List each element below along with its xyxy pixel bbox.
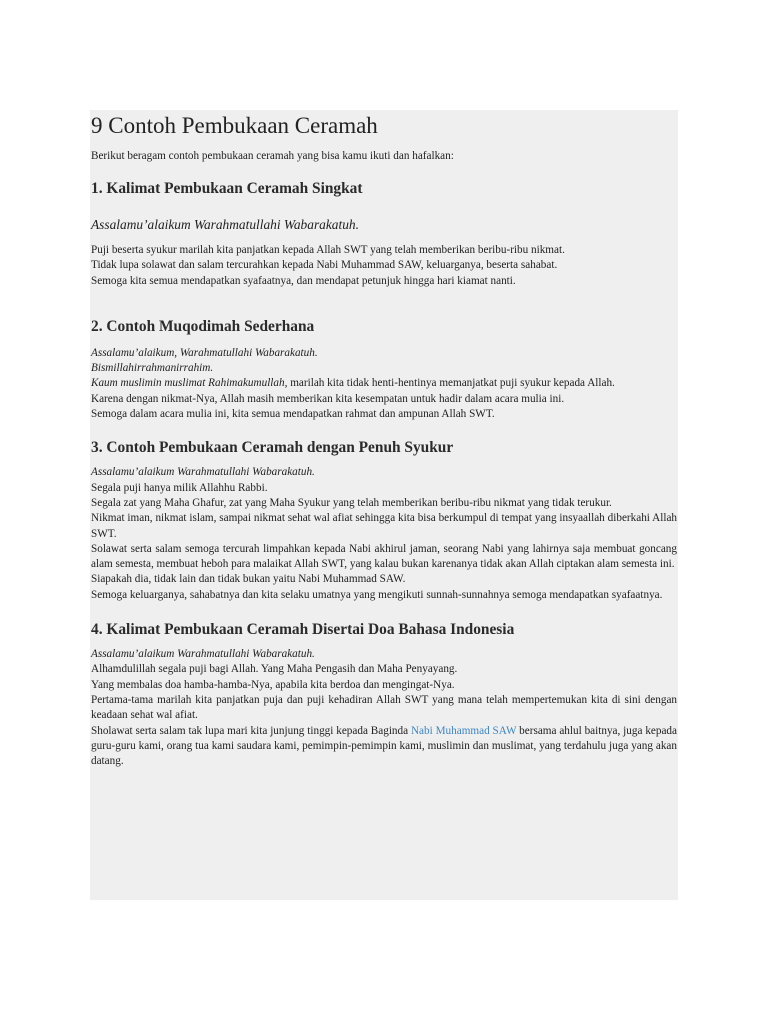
section-body [91, 647, 677, 769]
section-heading: 2. Contoh Muqodimah Sederhana [91, 317, 315, 335]
body-line: Nikmat iman, nikmat islam, sampai nikmat sehat wal afiat sehingga kita bisa berkumpul di tempat yang insyaallah diberkahi Allah SWT. [91, 512, 677, 540]
section-body [91, 243, 677, 289]
body-line: Yang membalas doa hamba-hamba-Nya, apabila kita berdoa dan mengingat-Nya. [91, 678, 455, 691]
intro-paragraph: Berikut beragam contoh pembukaan ceramah yang bisa kamu ikuti dan hafalkan: [91, 150, 454, 162]
section-heading: 4. Kalimat Pembukaan Ceramah Disertai Doa Bahasa Indonesia [91, 621, 515, 639]
section-3 [91, 438, 677, 603]
section-body [91, 346, 677, 422]
document-page [90, 110, 678, 900]
body-line: Tidak lupa solawat dan salam tercurahkan kepada Nabi Muhammad SAW, keluarganya, beserta sahabat. [91, 259, 558, 272]
body-line: Semoga keluarganya, sahabatnya dan kita selaku umatnya yang mengikuti sunnah-sunnahnya semoga mendapatkan syafaatnya. [91, 588, 663, 601]
sholawat-text-before: Sholawat serta salam tak lupa mari kita junjung tinggi kepada Baginda [91, 724, 411, 737]
salam-line: Assalamu’alaikum, Warahmatullahi Wabarakatuh. [91, 346, 318, 359]
section-4 [91, 620, 677, 769]
body-line: Karena dengan nikmat-Nya, Allah masih memberikan kita kesempatan untuk hadir dalam acara mulia ini. [91, 392, 565, 405]
body-line: Semoga kita semua mendapatkan syafaatnya, dan mendapat petunjuk hingga hari kiamat nanti. [91, 274, 516, 287]
salam-line: Assalamu’alaikum Warahmatullahi Wabarakatuh. [91, 648, 315, 661]
body-line: Pertama-tama marilah kita panjatkan puja dan puji kehadiran Allah SWT yang mana telah mempertemukan kita di sini dengan keadaan sehat wal afiat. [91, 693, 677, 722]
address-italic: Kaum muslimin muslimat Rahimakumullah, [91, 377, 288, 390]
nabi-muhammad-link[interactable]: Nabi Muhammad SAW [410, 724, 517, 737]
basmalah-line: Bismillahirrahmanirrahim. [91, 362, 214, 375]
address-paragraph [91, 376, 677, 391]
section-body [91, 465, 677, 603]
sholawat-paragraph [91, 724, 677, 770]
section-heading: 3. Contoh Pembukaan Ceramah dengan Penuh Syukur [91, 439, 454, 457]
address-rest: marilah kita tidak henti-hentinya memanjatkat puji syukur kepada Allah. [287, 377, 615, 390]
sholawat-text-after: bersama ahlul baitnya, juga kepada guru-guru kami, orang tua kami saudara kami, pemimpin-pemimpin kami, muslimin dan muslimat, yang terdahulu juga yang akan datang. [91, 724, 677, 768]
section-2 [91, 317, 677, 422]
body-line: Solawat serta salam semoga tercurah limpahkan kepada Nabi akhirul jaman, seorang Nabi yang lahirnya saja membuat goncang alam semesta, membuat heboh para malaikat Allah SWT, yang kalau bukan karenanya tidak akan Allah ciptakan alam semesta ini. [91, 542, 677, 571]
body-line: Puji beserta syukur marilah kita panjatkan kepada Allah SWT yang telah memberikan beribu-ribu nikmat. [91, 244, 565, 256]
body-line: Semoga dalam acara mulia ini, kita semua mendapatkan rahmat dan ampunan Allah SWT. [91, 408, 495, 421]
body-line: Siapakah dia, tidak lain dan tidak bukan yaitu Nabi Muhammad SAW. [91, 573, 406, 586]
section-heading: 1. Kalimat Pembukaan Ceramah Singkat [91, 180, 363, 197]
section-1 [91, 179, 677, 289]
body-line: Segala puji hanya milik Allahhu Rabbi. [91, 481, 268, 494]
body-line: Alhamdulillah segala puji bagi Allah. Yang Maha Pengasih dan Maha Penyayang. [91, 663, 458, 676]
document-title: 9 Contoh Pembukaan Ceramah [91, 113, 378, 138]
salam-line: Assalamu’alaikum Warahmatullahi Wabarakatuh. [91, 466, 315, 479]
salam-line: Assalamu’alaikum Warahmatullahi Wabarakatuh. [91, 217, 359, 232]
body-line: Segala zat yang Maha Ghafur, zat yang Maha Syukur yang telah memberikan beribu-ribu nikmat yang tidak terukur. [91, 496, 612, 509]
